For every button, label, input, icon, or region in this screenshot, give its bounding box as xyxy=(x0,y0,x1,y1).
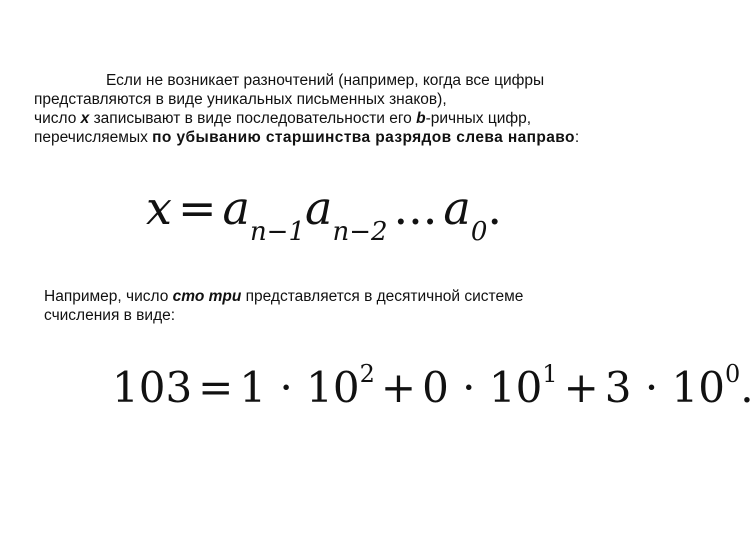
intro-line-3 xyxy=(34,109,694,128)
period: . xyxy=(740,363,754,412)
exponent: 0 xyxy=(725,360,741,388)
subscript: n−2 xyxy=(332,217,388,247)
subscript: 0 xyxy=(470,217,488,247)
example-paragraph xyxy=(44,287,684,325)
expansion-formula xyxy=(112,360,754,416)
intro-paragraph xyxy=(34,71,694,147)
text: записывают в виде последовательности его xyxy=(89,110,417,127)
digit-a: a xyxy=(443,181,471,235)
term: 3 · 10 xyxy=(604,363,725,412)
subscript: n−1 xyxy=(249,217,306,247)
equals-sign: = xyxy=(198,363,234,412)
text: Например, число xyxy=(44,288,173,305)
formula-lhs: x xyxy=(146,181,172,235)
number-words: сто три xyxy=(172,288,242,305)
digit-a: a xyxy=(305,181,333,235)
equals-sign: = xyxy=(177,181,217,235)
exponent: 2 xyxy=(359,360,375,388)
term: 0 · 10 xyxy=(422,363,543,412)
formula-lhs: 103 xyxy=(112,363,193,412)
example-line-1 xyxy=(44,287,684,306)
exponent: 1 xyxy=(542,360,558,388)
intro-line-2: представляются в виде уникальных письменных знаков), xyxy=(34,91,447,108)
text: перечисляемых xyxy=(34,129,153,146)
term: 1 · 10 xyxy=(239,363,360,412)
ellipsis: ... xyxy=(393,181,438,235)
plus-sign: + xyxy=(380,363,417,412)
digit-a: a xyxy=(222,181,250,235)
intro-line-4 xyxy=(34,128,694,147)
plus-sign: + xyxy=(563,363,599,412)
text: -ричных цифр, xyxy=(425,110,532,127)
emphasis-text: по убыванию старшинства разрядов слева направо xyxy=(152,129,575,146)
text: : xyxy=(574,129,580,146)
text: представляется в десятичной системе xyxy=(241,288,524,305)
var-x: x xyxy=(80,110,90,127)
period: . xyxy=(487,181,503,235)
digit-sequence-formula xyxy=(146,178,503,247)
var-b: b xyxy=(416,110,426,127)
example-line-2: счисления в виде: xyxy=(44,307,176,324)
intro-line-1: Если не возникает разночтений (например, когда все цифры xyxy=(106,72,545,89)
text: число xyxy=(34,110,81,127)
